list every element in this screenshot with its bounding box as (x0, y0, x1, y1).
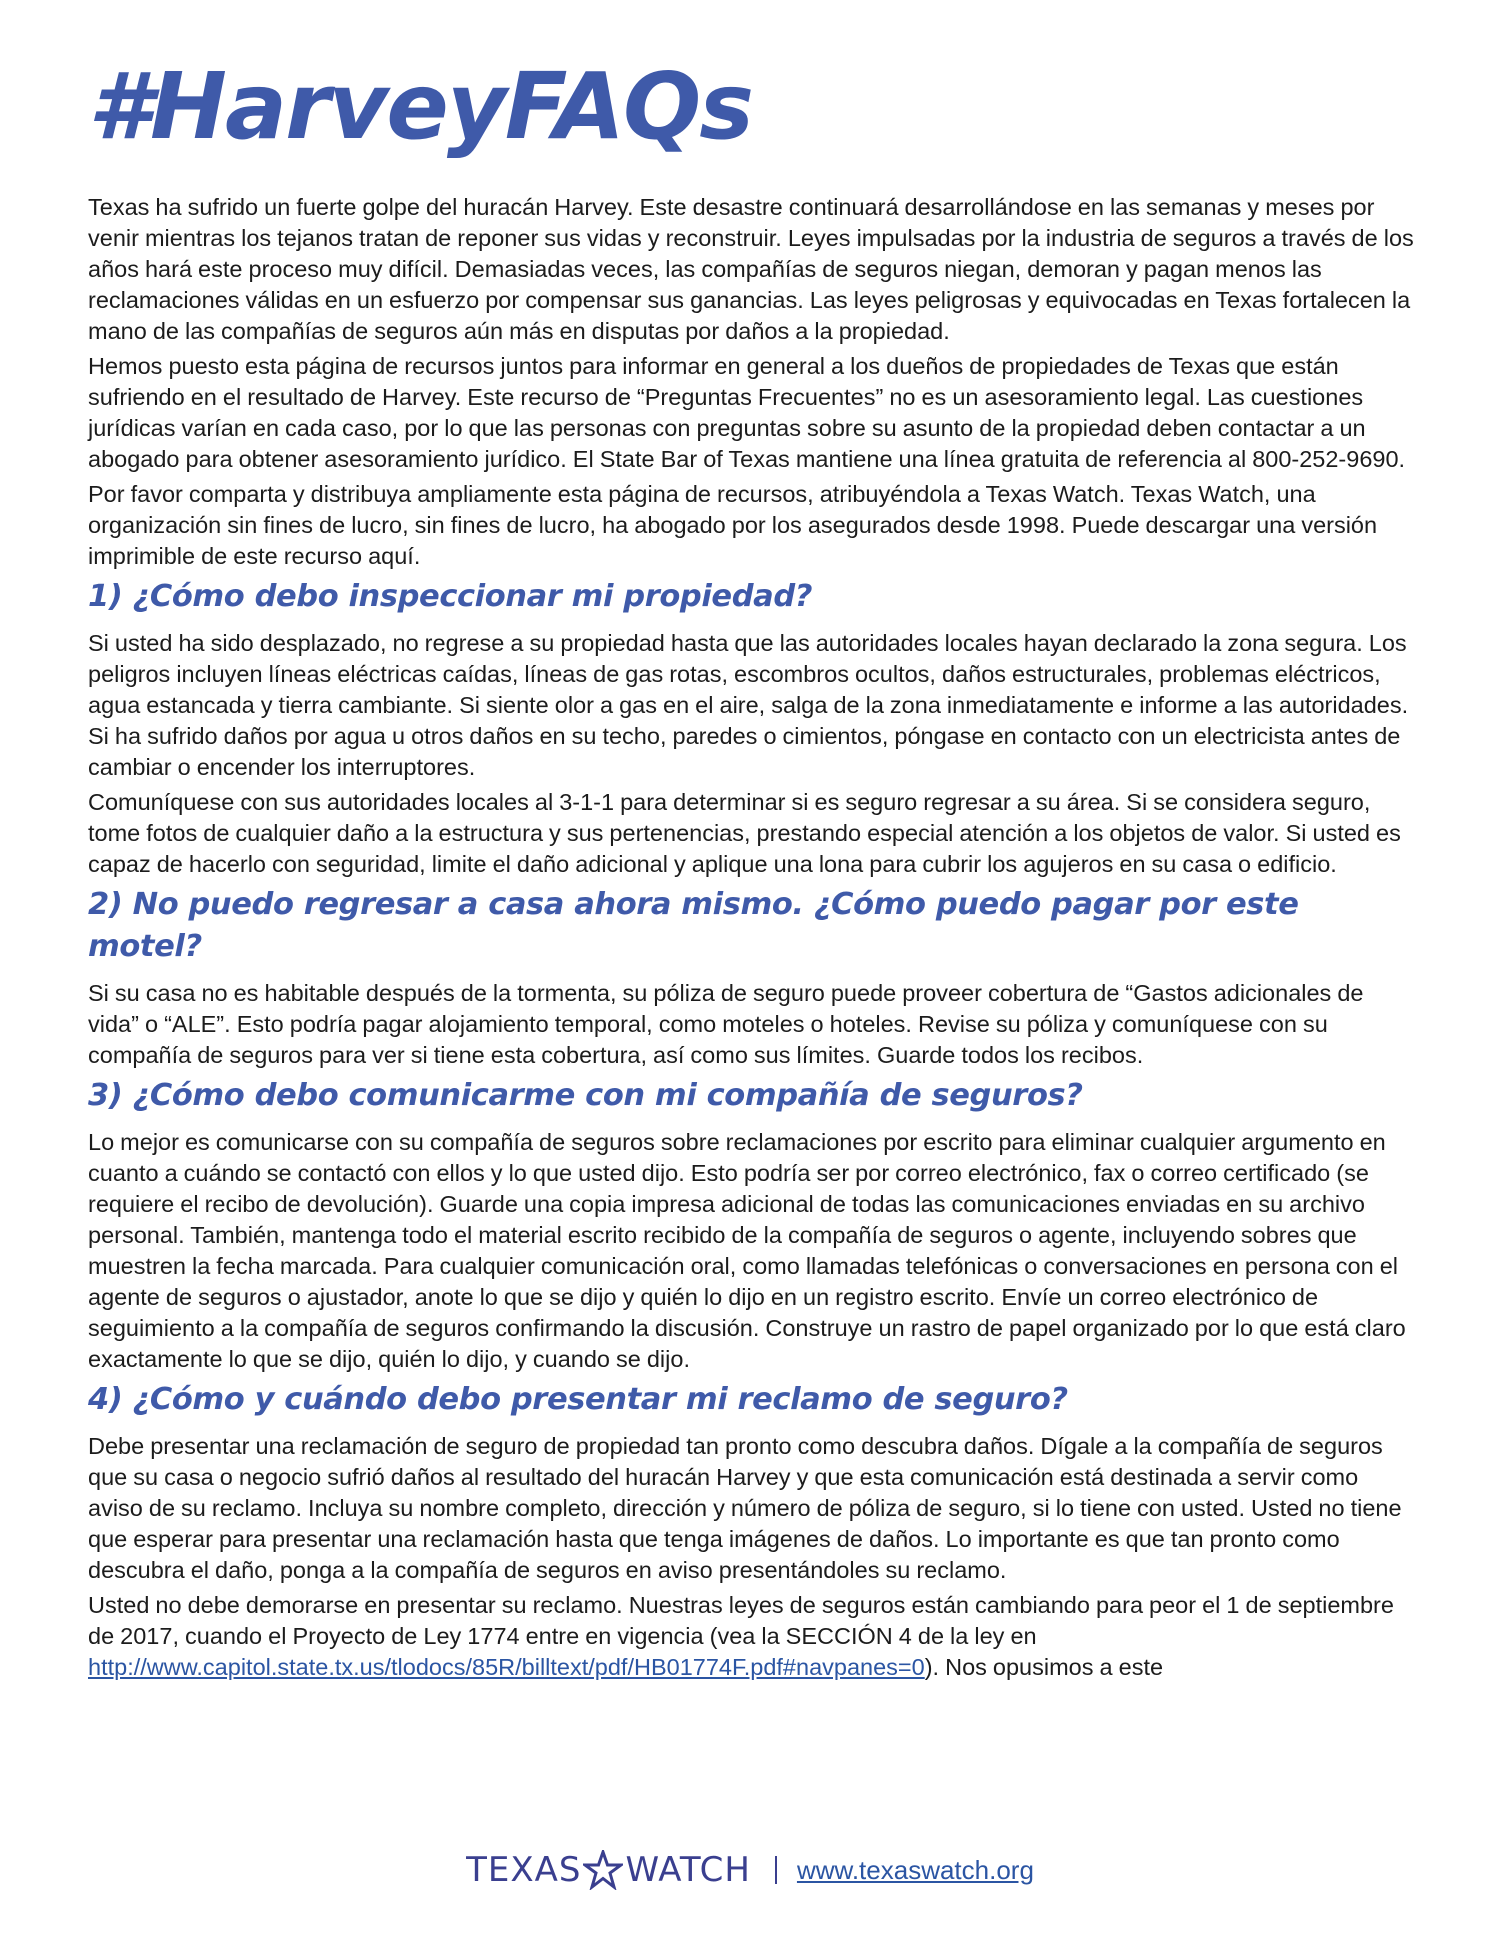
faq-section-3 (88, 1075, 1418, 1375)
bill-text-link[interactable]: http://www.capitol.state.tx.us/tlodocs/85R/billtext/pdf/HB01774F.pdf#navpanes=0 (88, 1654, 925, 1680)
logo-text-texas: TEXAS (466, 1850, 582, 1890)
website-link[interactable]: www.texaswatch.org (796, 1854, 1034, 1885)
footer (0, 1850, 1500, 1890)
texas-watch-logo (466, 1850, 751, 1890)
faq-3-paragraph-1: Lo mejor es comunicarse con su compañía de seguros sobre reclamaciones por escrito para eliminar cualquier argumento en cuanto a cuándo se contactó con ellos y lo que usted dijo. Esto podría ser por correo electrónico, fax o correo certificado (se requiere el recibo de devolución). Guarde una copia impresa adicional de todas las comunicaciones enviadas en su archivo personal. También, mantenga todo el material escrito recibido de la compañía de seguros o agente, incluyendo sobres que muestren la fecha marcada. Para cualquier comunicación oral, como llamadas telefónicas o conversaciones en persona con el agente de seguros o ajustador, anote lo que se dijo y quién lo dijo en un registro escrito. Envíe un correo electrónico de seguimiento a la compañía de seguros confirmando la discusión. Construye un rastro de papel organizado por lo que está claro exactamente lo que se dijo, quién lo dijo, y cuando se dijo. (88, 1129, 1406, 1372)
faq-4-paragraph-2 (88, 1590, 1418, 1683)
faq-heading-1: 1) ¿Cómo debo inspeccionar mi propiedad? (88, 579, 813, 614)
faq-4-text-after-link: ). Nos opusimos a este (924, 1654, 1164, 1680)
faq-1-paragraph-2: Comuníquese con sus autoridades locales al 3-1-1 para determinar si es seguro regresar a su área. Si se considera seguro, tome fotos de cualquier daño a la estructura y sus pertenencias, prestando especial atención a los objetos de valor. Si usted es capaz de hacerlo con seguridad, limite el daño adicional y aplique una lona para cubrir los agujeros en su casa o edificio. (88, 789, 1401, 877)
faq-2-paragraph-1: Si su casa no es habitable después de la tormenta, su póliza de seguro puede proveer cobertura de “Gastos adicionales de vida” o “ALE”. Esto podría pagar alojamiento temporal, como moteles o hoteles. Revise su póliza y comuníquese con su compañía de seguros para ver si tiene esta cobertura, así como sus límites. Guarde todos los recibos. (88, 980, 1364, 1068)
faq-section-2 (88, 884, 1418, 1071)
footer-divider (775, 1856, 777, 1884)
faq-4-text-before-link: Usted no debe demorarse en presentar su reclamo. Nuestras leyes de seguros están cambiando para peor el 1 de septiembre de 2017, cuando el Proyecto de Ley 1774 entre en vigencia (vea la SECCIÓN 4 de la ley en (88, 1592, 1394, 1649)
page-title: #HarveyFAQs (88, 53, 752, 160)
faq-4-paragraph-1: Debe presentar una reclamación de seguro de propiedad tan pronto como descubra daños. Dígale a la compañía de seguros que su casa o negocio sufrió daños al resultado del huracán Harvey y que esta comunicación está destinada a servir como aviso de su reclamo. Incluya su nombre completo, dirección y número de póliza de seguro, si lo tiene con usted. Usted no tiene que esperar para presentar una reclamación hasta que tenga imágenes de daños. Lo importante es que tan pronto como descubra el daño, ponga a la compañía de seguros en aviso presentándoles su reclamo. (88, 1433, 1402, 1583)
faq-heading-3: 3) ¿Cómo debo comunicarme con mi compañía de seguros? (88, 1078, 1083, 1113)
faq-heading-2: 2) No puedo regresar a casa ahora mismo. ¿Cómo puedo pagar por este motel? (88, 887, 1299, 964)
intro-paragraph-3: Por favor comparta y distribuya ampliamente esta página de recursos, atribuyéndola a Texas Watch. Texas Watch, una organización sin fines de lucro, sin fines de lucro, ha abogado por los asegurados desde 1998. Puede descargar una versión imprimible de este recurso aquí. (88, 481, 1378, 569)
intro-paragraph-1: Texas ha sufrido un fuerte golpe del huracán Harvey. Este desastre continuará desarrollándose en las semanas y meses por venir mientras los tejanos tratan de reponer sus vidas y reconstruir. Leyes impulsadas por la industria de seguros a través de los años hará este proceso muy difícil. Demasiadas veces, las compañías de seguros niegan, demoran y pagan menos las reclamaciones válidas en un esfuerzo por compensar sus ganancias. Las leyes peligrosas y equivocadas en Texas fortalecen la mano de las compañías de seguros aún más en disputas por daños a la propiedad. (88, 194, 1414, 344)
faq-1-paragraph-1: Si usted ha sido desplazado, no regrese a su propiedad hasta que las autoridades locales hayan declarado la zona segura. Los peligros incluyen líneas eléctricas caídas, líneas de gas rotas, escombros ocultos, daños estructurales, problemas eléctricos, agua estancada y tierra cambiante. Si siente olor a gas en el aire, salga de la zona inmediatamente e informe a las autoridades. Si ha sufrido daños por agua u otros daños en su techo, paredes o cimientos, póngase en contacto con un electricista antes de cambiar o encender los interruptores. (88, 630, 1409, 780)
faq-section-1 (88, 576, 1418, 880)
faq-heading-4: 4) ¿Cómo y cuándo debo presentar mi reclamo de seguro? (88, 1382, 1068, 1417)
star-icon (583, 1850, 623, 1890)
logo-text-watch: WATCH (625, 1850, 751, 1890)
document-page (88, 0, 1418, 1687)
faq-section-4 (88, 1379, 1418, 1683)
intro-paragraph-2: Hemos puesto esta página de recursos juntos para informar en general a los dueños de propiedades de Texas que están sufriendo en el resultado de Harvey. Este recurso de “Preguntas Frecuentes” no es un asesoramiento legal. Las cuestiones jurídicas varían en cada caso, por lo que las personas con preguntas sobre su asunto de la propiedad deben contactar a un abogado para obtener asesoramiento jurídico. El State Bar of Texas mantiene una línea gratuita de referencia al 800-252-9690. (88, 353, 1406, 472)
